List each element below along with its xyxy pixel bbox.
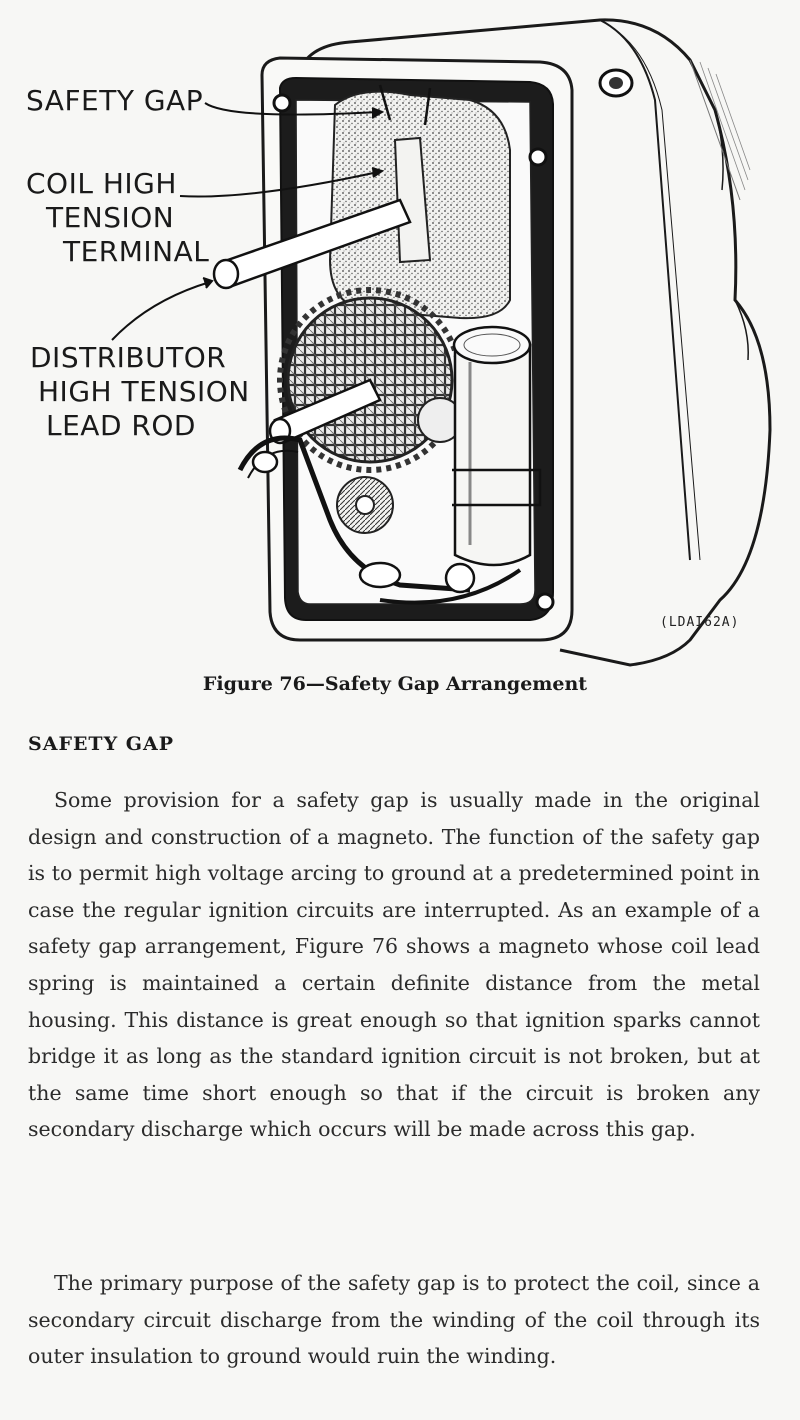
magneto-figure — [0, 0, 800, 670]
label-distributor-lead-rod — [30, 341, 250, 443]
paragraph-1: Some provision for a safety gap is usually made in the original design and construction of a magneto. The function of the safety gap is to permit high voltage arcing to ground at a predetermined point in case the regular ignition circuits are interrupted. As an example of a safety gap arrangement, Figure 76 shows a magneto whose coil lead spring is maintained a certain definite distance from the metal housing. This distance is great enough so that ignition sparks cannot bridge it as long as the standard ignition circuit is not broken, but at the same time short enough so that if the circuit is broken any secondary discharge which occurs will be made across this gap. — [28, 788, 760, 1142]
coil-label-line-1: COIL HIGH — [26, 167, 177, 200]
coil — [330, 85, 510, 318]
figure-caption: Figure 76—Safety Gap Arrangement — [202, 673, 588, 695]
section-heading: SAFETY GAP — [28, 733, 175, 755]
distributor-label-line-1: DISTRIBUTOR — [30, 341, 227, 374]
figure-code: (LDAI62A) — [660, 615, 740, 630]
paragraph-2: The primary purpose of the safety gap is to protect the coil, since a secondary circuit discharge from the winding of the coil through its outer insulation to ground would ruin the winding. — [28, 1271, 760, 1369]
coil-label-line-2: TENSION — [46, 201, 175, 234]
coil-label-line-3: TERMINAL — [63, 235, 210, 268]
condenser — [452, 327, 540, 565]
label-coil-high-tension-terminal — [26, 167, 209, 269]
distributor-label-line-2: HIGH TENSION — [38, 375, 250, 408]
label-safety-gap: SAFETY GAP — [26, 84, 204, 117]
distributor-label-line-3: LEAD ROD — [46, 409, 196, 442]
